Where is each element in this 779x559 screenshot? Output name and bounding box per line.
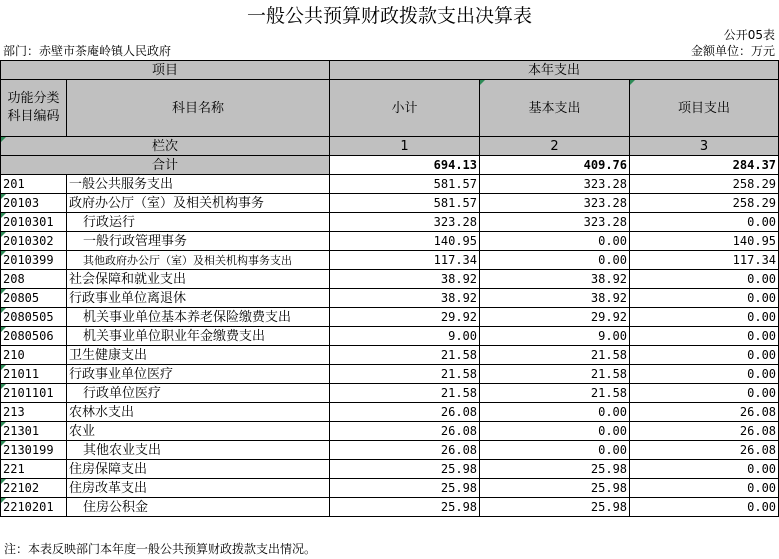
table-row (1, 384, 779, 403)
row-project: 0.00 (630, 384, 779, 403)
row-subtotal: 9.00 (330, 327, 480, 346)
row-code: 2101101 (1, 384, 67, 403)
header-column-index: 栏次 (1, 137, 330, 156)
row-subject-name: 政府办公厅（室）及相关机构事务 (67, 194, 330, 213)
table-row (1, 460, 779, 479)
row-basic: 21.58 (480, 365, 630, 384)
total-subtotal: 694.13 (330, 156, 480, 175)
row-subject-name: 一般公共服务支出 (67, 175, 330, 194)
row-project: 140.95 (630, 232, 779, 251)
row-code: 2010302 (1, 232, 67, 251)
row-code: 21301 (1, 422, 67, 441)
row-project: 258.29 (630, 175, 779, 194)
form-code: 公开05表 (723, 28, 775, 42)
row-basic: 21.58 (480, 384, 630, 403)
total-project: 284.37 (630, 156, 779, 175)
table-row (1, 422, 779, 441)
row-code: 2080506 (1, 327, 67, 346)
row-basic: 38.92 (480, 289, 630, 308)
row-subtotal: 117.34 (330, 251, 480, 270)
table-body (1, 175, 779, 517)
table-row (1, 365, 779, 384)
row-subject-name: 社会保障和就业支出 (67, 270, 330, 289)
row-project: 117.34 (630, 251, 779, 270)
row-project: 0.00 (630, 365, 779, 384)
row-subject-name: 农业 (67, 422, 330, 441)
row-project: 0.00 (630, 308, 779, 327)
row-subject-name: 卫生健康支出 (67, 346, 330, 365)
table-row (1, 403, 779, 422)
row-basic: 0.00 (480, 403, 630, 422)
row-project: 258.29 (630, 194, 779, 213)
row-basic: 38.92 (480, 270, 630, 289)
row-basic: 323.28 (480, 213, 630, 232)
table-row (1, 289, 779, 308)
header-basic: 基本支出 (480, 80, 630, 137)
row-project: 0.00 (630, 327, 779, 346)
row-code: 210 (1, 346, 67, 365)
row-code: 2210201 (1, 498, 67, 517)
row-basic: 9.00 (480, 327, 630, 346)
header-current-year: 本年支出 (330, 61, 779, 80)
row-basic: 323.28 (480, 175, 630, 194)
row-code: 21011 (1, 365, 67, 384)
table-row (1, 441, 779, 460)
header-item: 项目 (1, 61, 330, 80)
table-row (1, 270, 779, 289)
table-row (1, 327, 779, 346)
table-row (1, 175, 779, 194)
row-basic: 323.28 (480, 194, 630, 213)
column-number-2: 2 (480, 137, 630, 156)
row-basic: 25.98 (480, 479, 630, 498)
column-number-1: 1 (330, 137, 480, 156)
row-subject-name: 其他农业支出 (67, 441, 330, 460)
row-subject-name: 住房保障支出 (67, 460, 330, 479)
table-row (1, 346, 779, 365)
row-subject-name: 机关事业单位基本养老保险缴费支出 (67, 308, 330, 327)
row-subject-name: 一般行政管理事务 (67, 232, 330, 251)
row-project: 26.08 (630, 422, 779, 441)
row-basic: 25.98 (480, 498, 630, 517)
row-subtotal: 140.95 (330, 232, 480, 251)
row-code: 2130199 (1, 441, 67, 460)
row-project: 26.08 (630, 403, 779, 422)
row-subtotal: 26.08 (330, 441, 480, 460)
row-subtotal: 25.98 (330, 460, 480, 479)
row-basic: 29.92 (480, 308, 630, 327)
header-subject-name: 科目名称 (67, 80, 330, 137)
row-basic: 0.00 (480, 251, 630, 270)
table-row (1, 308, 779, 327)
footnote: 注：本表反映部门本年度一般公共预算财政拨款支出情况。 (4, 542, 317, 556)
row-subject-name: 机关事业单位职业年金缴费支出 (67, 327, 330, 346)
row-code: 20103 (1, 194, 67, 213)
row-code: 20805 (1, 289, 67, 308)
row-code: 213 (1, 403, 67, 422)
row-project: 0.00 (630, 479, 779, 498)
total-basic: 409.76 (480, 156, 630, 175)
row-subject-name: 行政事业单位医疗 (67, 365, 330, 384)
total-label: 合计 (1, 156, 330, 175)
row-subject-name: 其他政府办公厅（室）及相关机构事务支出 (67, 251, 330, 270)
table-row (1, 194, 779, 213)
row-code: 208 (1, 270, 67, 289)
expenditure-table (0, 60, 779, 517)
row-subtotal: 38.92 (330, 270, 480, 289)
table-row (1, 498, 779, 517)
row-subtotal: 29.92 (330, 308, 480, 327)
row-subtotal: 26.08 (330, 403, 480, 422)
table-row (1, 213, 779, 232)
department-label: 部门：赤壁市茶庵岭镇人民政府 (3, 44, 172, 58)
row-code: 201 (1, 175, 67, 194)
row-code: 22102 (1, 479, 67, 498)
header-project: 项目支出 (630, 80, 779, 137)
row-project: 0.00 (630, 346, 779, 365)
row-project: 26.08 (630, 441, 779, 460)
row-subject-name: 住房公积金 (67, 498, 330, 517)
row-basic: 21.58 (480, 346, 630, 365)
row-subtotal: 21.58 (330, 384, 480, 403)
row-code: 221 (1, 460, 67, 479)
row-subtotal: 323.28 (330, 213, 480, 232)
row-subject-name: 行政事业单位离退休 (67, 289, 330, 308)
row-subtotal: 581.57 (330, 194, 480, 213)
row-project: 0.00 (630, 213, 779, 232)
row-basic: 0.00 (480, 441, 630, 460)
row-subtotal: 25.98 (330, 479, 480, 498)
header-subtotal: 小计 (330, 80, 480, 137)
row-project: 0.00 (630, 289, 779, 308)
row-subtotal: 21.58 (330, 346, 480, 365)
table-row (1, 232, 779, 251)
table-row (1, 251, 779, 270)
column-number-3: 3 (630, 137, 779, 156)
row-subject-name: 住房改革支出 (67, 479, 330, 498)
row-code: 2010301 (1, 213, 67, 232)
row-code: 2080505 (1, 308, 67, 327)
row-subtotal: 38.92 (330, 289, 480, 308)
row-basic: 0.00 (480, 422, 630, 441)
row-subject-name: 行政运行 (67, 213, 330, 232)
row-subject-name: 行政单位医疗 (67, 384, 330, 403)
row-subtotal: 26.08 (330, 422, 480, 441)
row-code: 2010399 (1, 251, 67, 270)
report-title: 一般公共预算财政拨款支出决算表 (246, 5, 532, 27)
row-subtotal: 21.58 (330, 365, 480, 384)
row-basic: 0.00 (480, 232, 630, 251)
row-project: 0.00 (630, 498, 779, 517)
header-func-code: 功能分类科目编码 (1, 80, 67, 137)
amount-unit-label: 金额单位：万元 (690, 44, 775, 58)
row-subtotal: 581.57 (330, 175, 480, 194)
row-subtotal: 25.98 (330, 498, 480, 517)
row-project: 0.00 (630, 460, 779, 479)
row-project: 0.00 (630, 270, 779, 289)
table-row (1, 479, 779, 498)
row-subject-name: 农林水支出 (67, 403, 330, 422)
row-basic: 25.98 (480, 460, 630, 479)
